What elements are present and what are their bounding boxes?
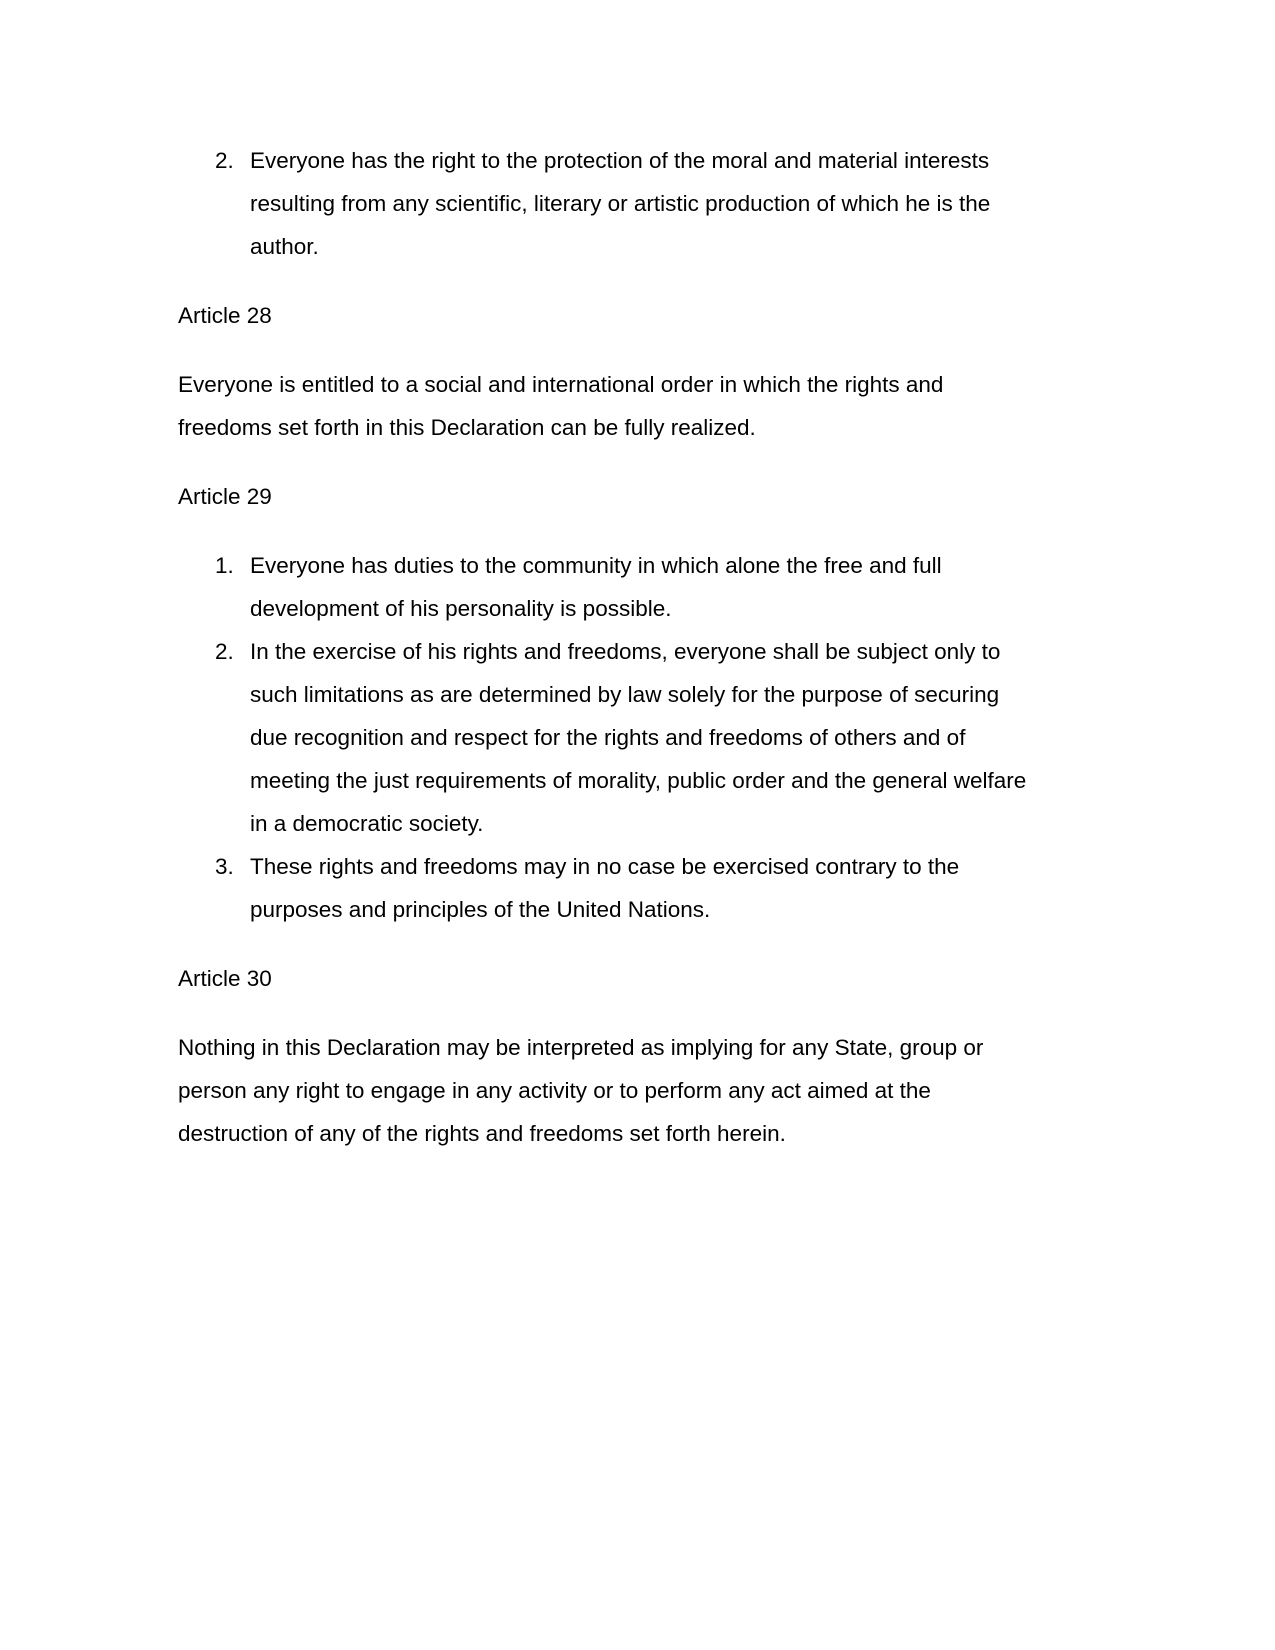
list-item-text: These rights and freedoms may in no case be exercised contrary to the purposes and principles of the United Nations. <box>250 854 960 922</box>
list-item <box>178 139 1036 268</box>
list-item-text: Everyone has the right to the protection of the moral and material interests resulting from any scientific, literary or artistic production of which he is the author. <box>250 148 991 259</box>
list-item <box>178 630 1036 845</box>
list-item <box>178 544 1036 630</box>
list-item-text: Everyone has duties to the community in which alone the free and full development of his personality is possible. <box>250 553 942 621</box>
article-28-paragraph: Everyone is entitled to a social and international order in which the rights and freedoms set forth in this Declaration can be fully realized. <box>178 372 944 440</box>
document-content <box>178 139 1036 1181</box>
article-30-paragraph: Nothing in this Declaration may be interpreted as implying for any State, group or person any right to engage in any activity or to perform any act aimed at the destruction of any of the rights and freedoms set forth herein. <box>178 1035 984 1146</box>
article-28-heading: Article 28 <box>178 303 272 328</box>
continued-ordered-list <box>178 139 1036 268</box>
list-item-text: In the exercise of his rights and freedoms, everyone shall be subject only to such limitations as are determined by law solely for the purpose of securing due recognition and respect for the rights and freedoms of others and of meeting the just requirements of morality, public order and the general welfare in a democratic society. <box>250 639 1027 836</box>
list-item-marker: 1. <box>215 553 234 578</box>
article-29-heading: Article 29 <box>178 484 272 509</box>
list-item-marker: 2. <box>215 639 234 664</box>
article-30-heading: Article 30 <box>178 966 272 991</box>
article-29-ordered-list <box>178 544 1036 931</box>
list-item <box>178 845 1036 931</box>
list-item-marker: 2. <box>215 148 234 173</box>
list-item-marker: 3. <box>215 854 234 879</box>
